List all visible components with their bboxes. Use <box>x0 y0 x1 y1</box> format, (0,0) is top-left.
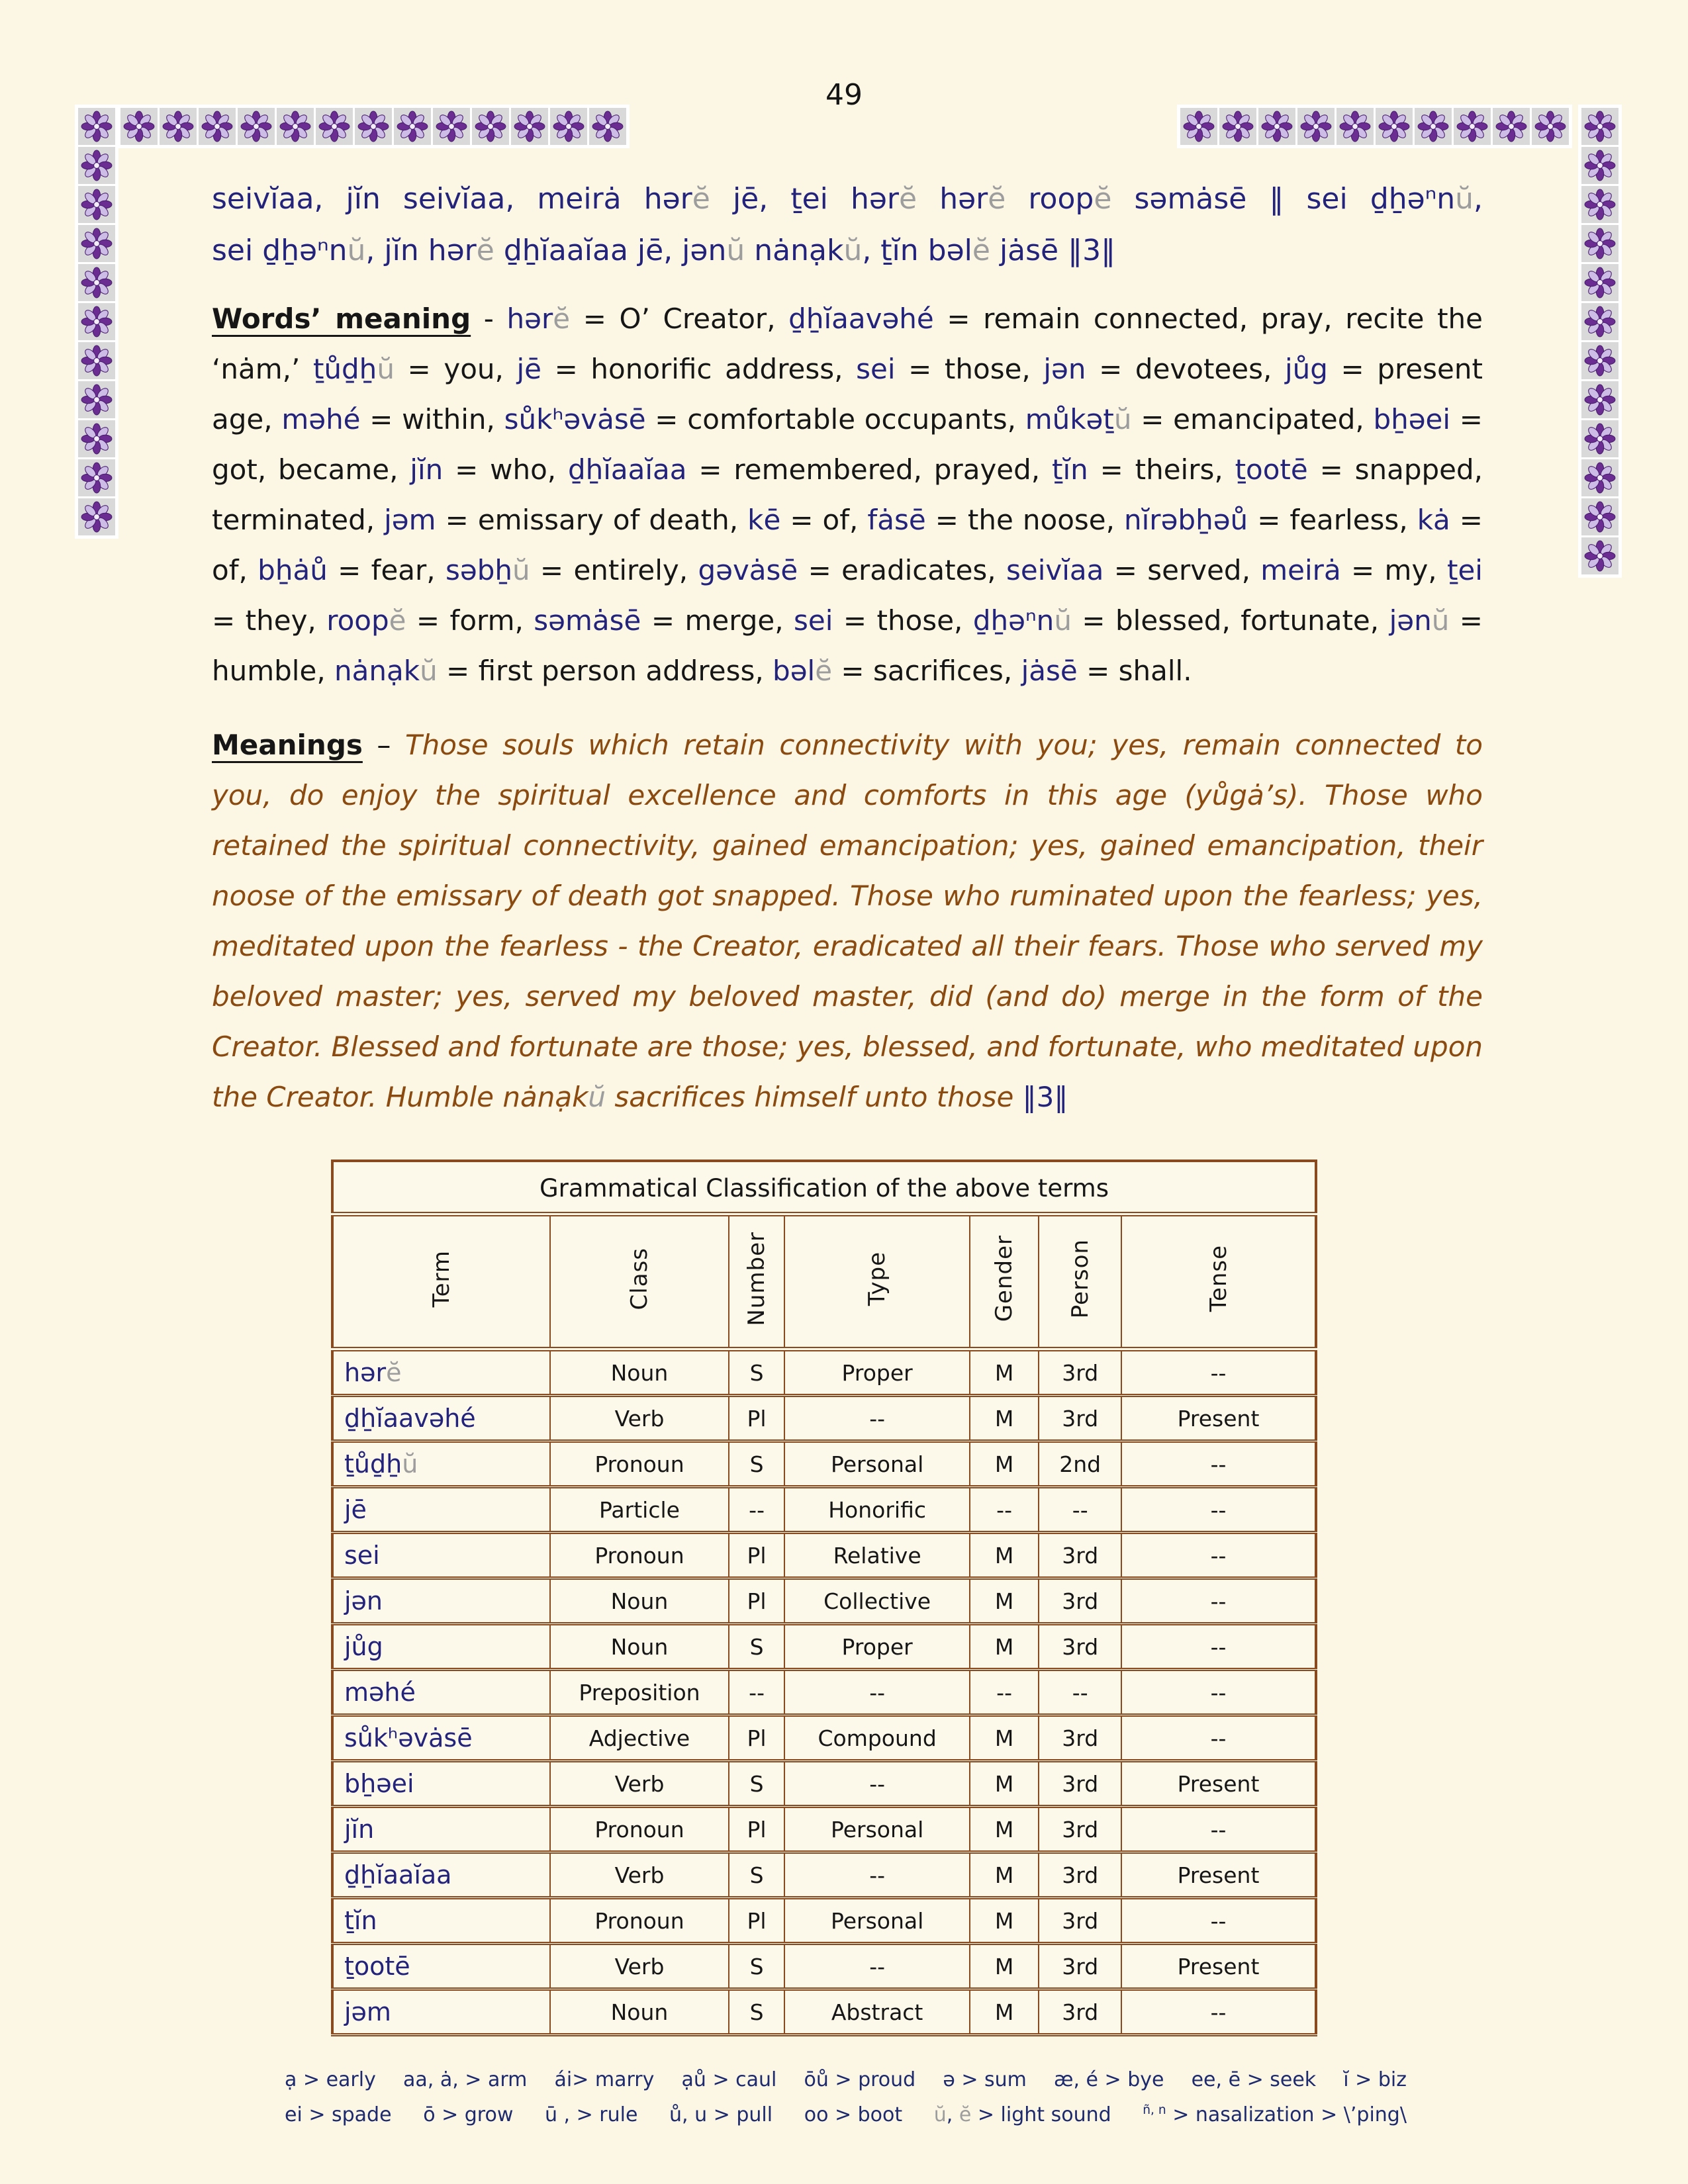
cell-person: 3rd <box>1039 1852 1121 1898</box>
table-row <box>332 1578 1316 1624</box>
cell-term: sei <box>332 1533 550 1578</box>
cell-type: Abstract <box>784 1989 969 2035</box>
cell-number: Pl <box>729 1715 785 1761</box>
cell-tense: -- <box>1121 1624 1316 1670</box>
cell-term: sůkʰəvȧsē <box>332 1715 550 1761</box>
cell-number: S <box>729 1989 785 2035</box>
cell-person: 3rd <box>1039 1533 1121 1578</box>
cell-number: S <box>729 1761 785 1807</box>
cell-class: Pronoun <box>550 1533 728 1578</box>
column-header-tense: Tense <box>1121 1214 1316 1349</box>
table-row <box>332 1898 1316 1944</box>
pronunciation-item: $^{ñ, n}$ > nasalization > \’ping\ <box>1143 2103 1407 2126</box>
grammar-table <box>331 1160 1317 2036</box>
cell-type: Personal <box>784 1898 969 1944</box>
pronunciation-item: æ, é > bye <box>1054 2068 1164 2091</box>
cell-tense: -- <box>1121 1441 1316 1487</box>
cell-number: Pl <box>729 1396 785 1441</box>
table-row <box>332 1533 1316 1578</box>
cell-gender: M <box>970 1944 1039 1989</box>
pronunciation-row <box>285 2103 1407 2126</box>
cell-term: ṯĭn <box>332 1898 550 1944</box>
pronunciation-item: ů, u > pull <box>669 2103 773 2126</box>
cell-number: Pl <box>729 1533 785 1578</box>
cell-type: -- <box>784 1670 969 1715</box>
cell-term: jůg <box>332 1624 550 1670</box>
cell-gender: M <box>970 1807 1039 1852</box>
cell-type: Personal <box>784 1441 969 1487</box>
table-row <box>332 1441 1316 1487</box>
cell-tense: -- <box>1121 1487 1316 1533</box>
cell-person: -- <box>1039 1487 1121 1533</box>
cell-gender: M <box>970 1715 1039 1761</box>
cell-class: Pronoun <box>550 1807 728 1852</box>
cell-type: -- <box>784 1396 969 1441</box>
cell-number: -- <box>729 1670 785 1715</box>
pronunciation-key <box>285 2068 1407 2126</box>
cell-term: hərĕ <box>332 1349 550 1396</box>
table-row <box>332 1670 1316 1715</box>
cell-gender: -- <box>970 1487 1039 1533</box>
cell-class: Verb <box>550 1396 728 1441</box>
cell-class: Noun <box>550 1578 728 1624</box>
cell-type: -- <box>784 1761 969 1807</box>
table-title-row <box>332 1161 1316 1214</box>
cell-number: S <box>729 1624 785 1670</box>
cell-term: jən <box>332 1578 550 1624</box>
cell-tense: Present <box>1121 1396 1316 1441</box>
table-row <box>332 1807 1316 1852</box>
cell-gender: M <box>970 1989 1039 2035</box>
cell-person: -- <box>1039 1670 1121 1715</box>
cell-tense: -- <box>1121 1533 1316 1578</box>
cell-person: 3rd <box>1039 1944 1121 1989</box>
cell-person: 3rd <box>1039 1578 1121 1624</box>
cell-number: Pl <box>729 1578 785 1624</box>
pronunciation-item: ŭ, ĕ > light sound <box>933 2103 1111 2126</box>
cell-number: Pl <box>729 1898 785 1944</box>
cell-type: -- <box>784 1852 969 1898</box>
cell-gender: M <box>970 1578 1039 1624</box>
cell-class: Noun <box>550 1349 728 1396</box>
cell-person: 3rd <box>1039 1715 1121 1761</box>
cell-person: 3rd <box>1039 1396 1121 1441</box>
cell-type: Relative <box>784 1533 969 1578</box>
table-row <box>332 1349 1316 1396</box>
meanings-paragraph: Meanings – Those souls which retain connectivity with you; yes, remain connected to you, do enjoy the spiritual excellence and comforts in this age (yůgȧ’s). Those who retained the spiritual connectivity, gained emancipation; yes, gained emancipation, their noose of the emissary of death got snapped. Those who ruminated upon the fearless; yes, meditated upon the fearless - the Creator, eradicated all their fears. Those who served my beloved master; yes, served my beloved master, did (and do) merge in the form of the Creator. Blessed and fortunate are those; yes, blessed, and fortunate, who meditated upon the Creator. Humble nȧnạkŭ sacrifices himself unto those ‖3‖ <box>212 729 1483 1113</box>
pronunciation-item: ạů > caul <box>681 2068 777 2091</box>
cell-term: ḏẖĭaaĭaa <box>332 1852 550 1898</box>
cell-tense: -- <box>1121 1807 1316 1852</box>
cell-type: Personal <box>784 1807 969 1852</box>
cell-person: 3rd <box>1039 1898 1121 1944</box>
cell-number: S <box>729 1349 785 1396</box>
cell-person: 3rd <box>1039 1349 1121 1396</box>
cell-tense: -- <box>1121 1670 1316 1715</box>
table-title: Grammatical Classification of the above terms <box>332 1161 1316 1214</box>
cell-type: Proper <box>784 1624 969 1670</box>
cell-class: Noun <box>550 1624 728 1670</box>
pronunciation-item: ái> marry <box>554 2068 655 2091</box>
cell-person: 3rd <box>1039 1989 1121 2035</box>
cell-class: Verb <box>550 1852 728 1898</box>
pronunciation-item: ū , > rule <box>544 2103 638 2126</box>
table-row <box>332 1624 1316 1670</box>
cell-tense: -- <box>1121 1578 1316 1624</box>
gurbani-line: sei ḏẖəⁿnŭ, jĭn hərĕ ḏẖĭaaĭaa jē, jənŭ nȧnạkŭ, ṯĭn bəlĕ jȧsē ‖3‖ <box>212 234 1116 267</box>
gurbani-line: seivĭaa, jĭn seivĭaa, meirȧ hərĕ jē, ṯei hərĕ hərĕ roopĕ səmȧsē ‖ sei ḏẖəⁿnŭ, <box>212 182 1483 216</box>
cell-number: S <box>729 1852 785 1898</box>
table-row <box>332 1715 1316 1761</box>
cell-type: Compound <box>784 1715 969 1761</box>
cell-tense: Present <box>1121 1761 1316 1807</box>
cell-class: Verb <box>550 1944 728 1989</box>
cell-number: S <box>729 1441 785 1487</box>
cell-class: Preposition <box>550 1670 728 1715</box>
cell-gender: M <box>970 1441 1039 1487</box>
pronunciation-item: ạ > early <box>285 2068 376 2091</box>
cell-gender: M <box>970 1349 1039 1396</box>
column-header-gender: Gender <box>970 1214 1039 1349</box>
cell-tense: Present <box>1121 1852 1316 1898</box>
column-header-number: Number <box>729 1214 785 1349</box>
pronunciation-item: ee, ē > seek <box>1191 2068 1317 2091</box>
cell-term: ṯootē <box>332 1944 550 1989</box>
pronunciation-item: ei > spade <box>285 2103 392 2126</box>
pronunciation-item: ōů > proud <box>804 2068 916 2091</box>
cell-person: 3rd <box>1039 1624 1121 1670</box>
table-row <box>332 1944 1316 1989</box>
cell-class: Adjective <box>550 1715 728 1761</box>
pronunciation-row <box>285 2068 1407 2091</box>
table-row <box>332 1989 1316 2035</box>
cell-class: Particle <box>550 1487 728 1533</box>
cell-term: jĭn <box>332 1807 550 1852</box>
cell-term: bẖəei <box>332 1761 550 1807</box>
cell-person: 3rd <box>1039 1807 1121 1852</box>
cell-tense: -- <box>1121 1715 1316 1761</box>
table-row <box>332 1487 1316 1533</box>
pronunciation-item: oo > boot <box>804 2103 903 2126</box>
cell-gender: M <box>970 1533 1039 1578</box>
words-meaning-paragraph: Words’ meaning - hərĕ = O’ Creator, ḏẖĭaavəhé = remain connected, pray, recite the ‘nȧm,’ ṯůḏẖŭ = you, jē = honorific address, sei = those, jən = devotees, jůg = present age, məhé = within, sůkʰəvȧsē = comfortable occupants, můkəṯŭ = emancipated, bẖəei = got, became, jĭn = who, ḏẖĭaaĭaa = remembered, prayed, ṯĭn = theirs, ṯootē = snapped, terminated, jəm = emissary of death, kē = of, fȧsē = the noose, nĭrəbẖəů = fearless, kȧ = of, bẖȧů = fear, səbẖŭ = entirely, gəvȧsē = eradicates, seivĭaa = served, meirȧ = my, ṯei = they, roopĕ = form, səmȧsē = merge, sei = those, ḏẖəⁿnŭ = blessed, fortunate, jənŭ = humble, nȧnạkŭ = first person address, bəlĕ = sacrifices, jȧsē = shall. <box>212 302 1483 687</box>
cell-tense: -- <box>1121 1989 1316 2035</box>
page-number: 49 <box>825 78 863 112</box>
cell-gender: M <box>970 1898 1039 1944</box>
cell-gender: -- <box>970 1670 1039 1715</box>
pronunciation-item: aa, ȧ, > arm <box>402 2068 528 2091</box>
cell-type: -- <box>784 1944 969 1989</box>
pronunciation-item: ə > sum <box>943 2068 1027 2091</box>
column-header-person: Person <box>1039 1214 1121 1349</box>
cell-class: Pronoun <box>550 1441 728 1487</box>
cell-person: 2nd <box>1039 1441 1121 1487</box>
column-header-type: Type <box>784 1214 969 1349</box>
table-row <box>332 1852 1316 1898</box>
cell-class: Pronoun <box>550 1898 728 1944</box>
table-row <box>332 1396 1316 1441</box>
column-header-class: Class <box>550 1214 728 1349</box>
cell-type: Honorific <box>784 1487 969 1533</box>
cell-term: məhé <box>332 1670 550 1715</box>
cell-tense: -- <box>1121 1898 1316 1944</box>
cell-term: ṯůḏẖŭ <box>332 1441 550 1487</box>
cell-gender: M <box>970 1396 1039 1441</box>
pronunciation-item: ō > grow <box>423 2103 514 2126</box>
pronunciation-item: ĭ > biz <box>1343 2068 1407 2091</box>
table-row <box>332 1761 1316 1807</box>
cell-term: jəm <box>332 1989 550 2035</box>
grammar-table-body <box>332 1349 1316 2035</box>
cell-gender: M <box>970 1852 1039 1898</box>
cell-type: Collective <box>784 1578 969 1624</box>
cell-type: Proper <box>784 1349 969 1396</box>
cell-gender: M <box>970 1624 1039 1670</box>
cell-number: S <box>729 1944 785 1989</box>
column-header-term: Term <box>332 1214 550 1349</box>
cell-gender: M <box>970 1761 1039 1807</box>
cell-tense: -- <box>1121 1349 1316 1396</box>
cell-number: -- <box>729 1487 785 1533</box>
cell-class: Verb <box>550 1761 728 1807</box>
cell-tense: Present <box>1121 1944 1316 1989</box>
cell-number: Pl <box>729 1807 785 1852</box>
cell-class: Noun <box>550 1989 728 2035</box>
grammar-table-header-row <box>332 1214 1316 1349</box>
cell-term: ḏẖĭaavəhé <box>332 1396 550 1441</box>
cell-person: 3rd <box>1039 1761 1121 1807</box>
cell-term: jē <box>332 1487 550 1533</box>
